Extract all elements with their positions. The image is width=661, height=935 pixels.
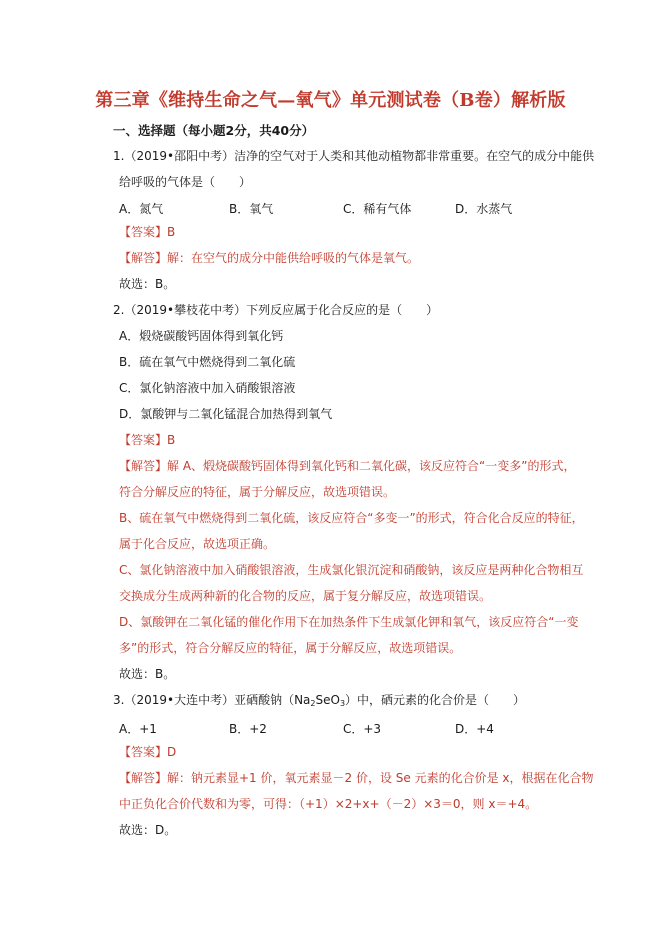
question-3-stem-end: ）中，硒元素的化合价是（ ） <box>345 693 526 707</box>
question-2-explanation-line: D、氯酸钾在二氧化锰的催化作用下在加热条件下生成氯化钾和氧气，该反应符合“一变 <box>119 615 579 629</box>
question-1-answer: 【答案】B <box>119 225 176 239</box>
question-3-stem <box>113 692 525 712</box>
formula-subscript: 2 <box>310 699 316 708</box>
question-2-option-a: A．煅烧碳酸钙固体得到氧化钙 <box>119 329 284 343</box>
question-2-explanation-line: 交换成分生成两种新的化合物的反应，属于复分解反应，故选项错误。 <box>119 589 492 603</box>
question-3-option-c: C．+3 <box>343 722 382 736</box>
page-title: 第三章《维持生命之气—氧气》单元测试卷（B卷）解析版 <box>95 90 566 111</box>
question-3-explanation-line: 中正负化合价代数和为零，可得：（+1）×2+x+（－2）×3＝0，则 x＝+4。 <box>119 797 538 811</box>
question-2-option-d: D．氯酸钾与二氧化锰混合加热得到氧气 <box>119 407 333 421</box>
question-1-explanation: 【解答】解：在空气的成分中能供给呼吸的气体是氧气。 <box>119 251 420 265</box>
question-3-explanation-line: 【解答】解：钠元素显+1 价，氧元素显－2 价，设 Se 元素的化合价是 x，根据在化合物 <box>119 771 594 785</box>
formula-part: SeO <box>315 693 340 707</box>
question-3-option-a: A．+1 <box>119 722 157 736</box>
question-1-option-c: C．稀有气体 <box>343 202 412 216</box>
question-2-conclusion: 故选：B。 <box>119 667 176 681</box>
section-heading: 一、选择题（每小题2分，共40分） <box>113 123 315 138</box>
formula-subscript: 3 <box>339 699 346 708</box>
question-2-explanation-line: 多”的形式，符合分解反应的特征，属于分解反应，故选项错误。 <box>119 641 462 655</box>
question-2-option-c: C．氯化钠溶液中加入硝酸银溶液 <box>119 381 296 395</box>
question-3-option-d: D．+4 <box>455 722 494 736</box>
question-3-answer: 【答案】D <box>119 745 177 759</box>
question-1-stem-line-2: 给呼吸的气体是（ ） <box>119 175 252 189</box>
question-1-stem-line-1: 1.（2019•邵阳中考）洁净的空气对于人类和其他动植物都非常重要。在空气的成分中能供 <box>113 149 595 163</box>
question-3-conclusion: 故选：D。 <box>119 823 177 837</box>
question-2-explanation-line: B、硫在氧气中燃烧得到二氧化硫，该反应符合“多变一”的形式，符合化合反应的特征， <box>119 511 584 525</box>
question-1-option-b: B．氧气 <box>229 202 274 216</box>
question-2-explanation-line: 属于化合反应，故选项正确。 <box>119 537 276 551</box>
question-3-option-b: B．+2 <box>229 722 267 736</box>
question-3-stem-start: 3.（2019•大连中考）亚硒酸钠（Na <box>113 693 311 707</box>
question-1-conclusion: 故选：B。 <box>119 277 176 291</box>
question-2-answer: 【答案】B <box>119 433 176 447</box>
question-2-stem: 2.（2019•攀枝花中考）下列反应属于化合反应的是（ ） <box>113 303 439 317</box>
question-2-explanation-line: 符合分解反应的特征，属于分解反应，故选项错误。 <box>119 485 396 499</box>
question-2-explanation-line: 【解答】解 A、煅烧碳酸钙固体得到氧化钙和二氧化碳，该反应符合“一变多”的形式， <box>119 459 576 473</box>
question-1-option-d: D．水蒸气 <box>455 202 513 216</box>
question-2-explanation-line: C、氯化钠溶液中加入硝酸银溶液，生成氯化银沉淀和硝酸钠，该反应是两种化合物相互 <box>119 563 584 577</box>
question-2-option-b: B．硫在氧气中燃烧得到二氧化硫 <box>119 355 296 369</box>
question-1-option-a: A．氮气 <box>119 202 164 216</box>
